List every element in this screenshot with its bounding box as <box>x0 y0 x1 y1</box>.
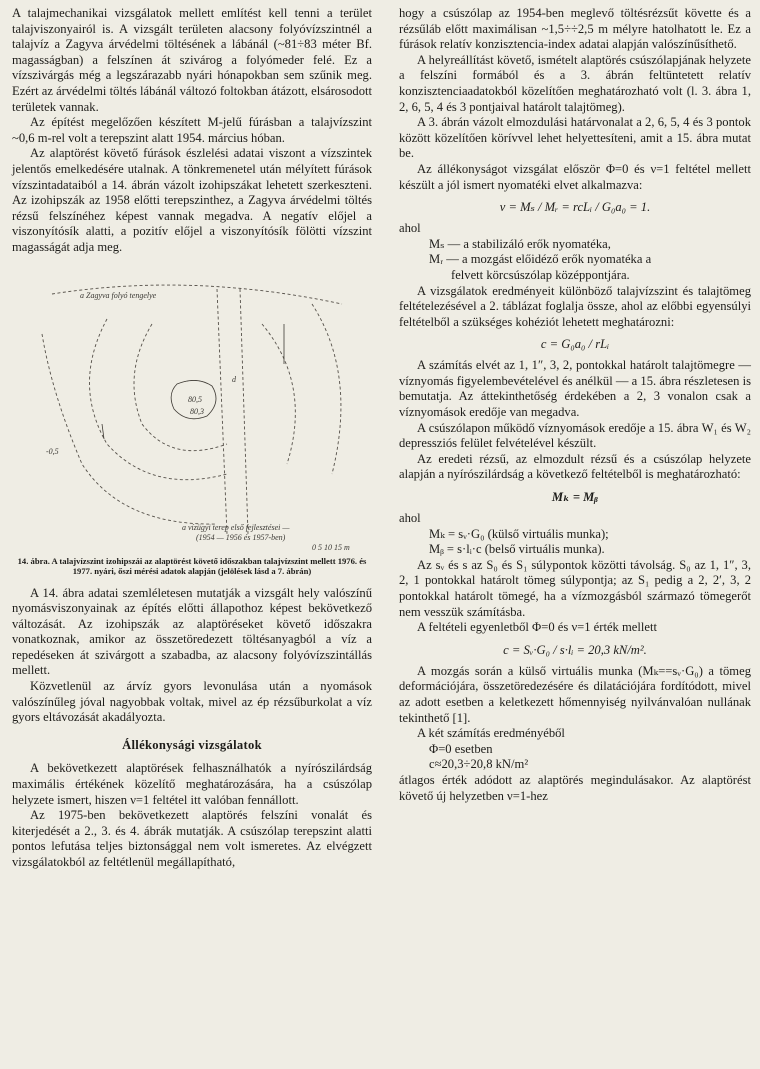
figure-14 <box>12 264 372 552</box>
paragraph: A 3. ábrán vázolt elmozdulási határvonalat a 2, 6, 5, 4 és 3 pontok között közelítően körívvel lehet helyettesíteni, amit a 15. ábra mutat be. <box>399 115 751 161</box>
paragraph: A bekövetkezett alaptörések felhasználhatók a nyírószilárdság maximális értékének közelítő meghatározására, ha a csúszólap helyzete ismert, hiszen ν=1 feltétel itt valóban fennállott. <box>12 761 372 807</box>
paragraph: átlagos érték adódott az alaptörés megindulásakor. Az alaptörést követő új helyzetben ν=1-hez <box>399 772 751 803</box>
figure-label-scale: 0 5 10 15 m <box>312 542 350 552</box>
paragraph: hogy a csúszólap az 1954-ben meglevő töltésrézsűt követte és a rézsűláb előtt maximálisan ~1,5÷÷2,5 m mélyre hatolhatott le. Ez a fúrások relatív konzisztencia-index adatai alapján valószínűsíthető. <box>399 6 751 52</box>
where-label: ahol <box>399 221 421 236</box>
paragraph: Az eredeti rézsű, az elmozdult rézsű és a csúszólap helyzete alapján a nyírószilárdság a következő feltételből is meghatározható: <box>399 451 751 482</box>
figure-label-bottom: a vízügyi terep első fejlesztései — <box>182 522 290 532</box>
paragraph: Az sᵥ és s az S₀ és S₁ súlypontok közötti távolság. S₀ az 1, 1″, 3, 2, 1 pontokkal határolt tömeg súlypontja; az S₁ pedig a 2, 2′, 3, 2 pontokkal határolt tömegé, ha a vízmozgásból származó tömegerőt nem vesszük számításba. <box>399 557 751 619</box>
paragraph: A két számítás eredményéből <box>417 726 565 741</box>
paragraph: A mozgás során a külső virtuális munka (Mₖ==sᵥ·G₀) a tömeg deformációjára, összetöredezésére és dilatációjára fordítódott, mivel az adott esetben a keletkezett hőmennyiség nyilvánvalóan nullának tekinthető [1]. <box>399 663 751 725</box>
section-heading: Állékonysági vizsgálatok <box>122 737 262 752</box>
equation: c = Sᵥ·G₀ / s·lᵢ = 20,3 kN/m². <box>503 642 647 657</box>
paragraph: A 14. ábra adatai szemléletesen mutatják a vizsgált hely valószínű nyomásviszonyainak az építés előtti állapothoz képest bekövetkező változását. Az izohipszák az alaptöréseket követő időszakra vonatkoznak, amikor az összetöredezett töltésanyagból a víz a repedéseken át szivárgott a szabadba, az alacsony folyóvízszintállás mellett. <box>12 585 372 678</box>
paragraph: Az 1975-ben bekövetkezett alaptörés felszíni vonalát és kiterjedését a 2., 3. és 4. ábrák mutatják. A csúszólap terepszint alatti pontos lefutása teljes biztonsággal nem volt ismeretes. Az elvégzett vizsgálatokból az feltétlenül megállapítható, <box>12 808 372 869</box>
figure-label-d: d <box>232 374 236 384</box>
right-column <box>399 6 751 804</box>
definition: felvett körcsúszólap középpontjára. <box>451 267 630 282</box>
definition: Mᵣ — a mozgást előidéző erők nyomatéka a <box>429 252 652 267</box>
paragraph: Az alaptörést követő fúrások észlelési adatai viszont a vízszintek jelentős emelkedésére utalnak. A tönkremenetel után mélyített fúrások vízszintadataiból a 14. ábrán vázolt izohipszákat lehetett szerkeszteni. Az izohipszák az 1958 előtti terepszinthez, a Zagyva árvédelmi töltés rézsű felszínéhez képest vannak megadva. A negatív előjel a viszonyítósík alatti, a pozitív előjel a viszonyítósík fölötti vízszint magasságát adja meg. <box>12 146 372 254</box>
definition: Mᵦ = s·lᵢ·c (belső virtuális munka). <box>429 542 605 557</box>
result: Φ=0 esetben <box>429 741 493 756</box>
definition: Mₖ = sᵥ·G₀ (külső virtuális munka); <box>429 526 609 541</box>
paragraph: Közvetlenül az árvíz gyors levonulása után a nyomások valószínűleg jóval nagyobbak voltak, mivel az ép rézsűburkolat a víz gyors eltávozását akadályozta. <box>12 679 372 725</box>
paragraph: A csúszólapon működő víznyomások eredője a 15. ábra W₁ és W₂ depressziós felület felvételével készült. <box>399 420 751 451</box>
paragraph: A vizsgálatok eredményeit különböző talajvízszint és talajtömeg feltételezésével a 2. táblázat foglalja össze, ahol az előbbi egyensúlyi feltételből a szükséges kohéziót lehetett meghatározni: <box>399 283 751 329</box>
equation: ν = Mₛ / Mᵣ = rcLᵢ / G₀a₀ = 1. <box>499 200 651 215</box>
figure-label-top: a Zagyva folyó tengelye <box>80 290 157 300</box>
paragraph: A feltételi egyenletből Φ=0 és ν=1 érték mellett <box>417 620 657 635</box>
figure-label-bottom: (1954 — 1956 és 1957-ben) <box>196 532 286 542</box>
definition: Mₛ — a stabilizáló erők nyomatéka, <box>429 236 611 251</box>
paragraph: A számítás elvét az 1, 1″, 3, 2, pontokkal határolt talajtömegre — víznyomás figyelembevételével és anélkül — a 15. ábra részletesen is bemutatja. Az áttekinthetőség érdekében a 2, 3 vonalon csak a víznyomások eredője van megadva. <box>399 358 751 420</box>
paragraph: A helyreállítást követő, ismételt alaptörés csúszólapjának helyzete a felszíni formából és a 3. ábrán feltüntetett relatív konzisztenciaadatokból közelítően meghatározható volt (l. 3. ábra 1, 2, 6, 5, 4 és 3 pontjaival határolt talajtömeg). <box>399 52 751 114</box>
equation: c = G₀a₀ / rLᵢ <box>540 337 610 352</box>
paragraph: A talajmechanikai vizsgálatok mellett említést kell tenni a terület talajviszonyairól is. A vizsgált területen alacsony folyóvízszintnél a talajvíz a Zagyva árvédelmi töltésének a lábánál (~81÷83 méter Bf. magasságban) a felszínen át szivárog a folyómeder felé. Ez a vízszivárgás még a legszárazabb nyári hónapokban sem szűnik meg. Ezért az árvédelmi töltés lábánál változó foltokban átázott, elsárosodott területek vannak. <box>12 6 372 114</box>
paragraph: Az építést megelőzően készített M-jelű fúrásban a talajvízszint ~0,6 m-rel volt a terepszint alatt 1954. március hóban. <box>12 115 372 145</box>
left-column <box>12 6 372 871</box>
figure-label-minus: -0,5 <box>46 446 59 456</box>
paragraph: Az állékonyságot vizsgálat először Φ=0 és ν=1 feltétel mellett készült a jól ismert nyomatéki elvet alkalmazva: <box>399 161 751 192</box>
figure-caption: 14. ábra. A talajvízszint izohipszái az alaptörést követő időszakban talajvízszint mellett 1976. és 1977. nyári, őszi mérési adatok alapján (jelölések lásd a 7. ábrán) <box>17 555 367 576</box>
figure-label-center: 80,5 <box>188 394 202 404</box>
figure-label-center: 80,3 <box>190 406 204 416</box>
where-label: ahol <box>399 511 421 526</box>
result: c≈20,3÷20,8 kN/m² <box>429 757 529 772</box>
equation: Mₖ = Mᵦ <box>551 490 599 505</box>
